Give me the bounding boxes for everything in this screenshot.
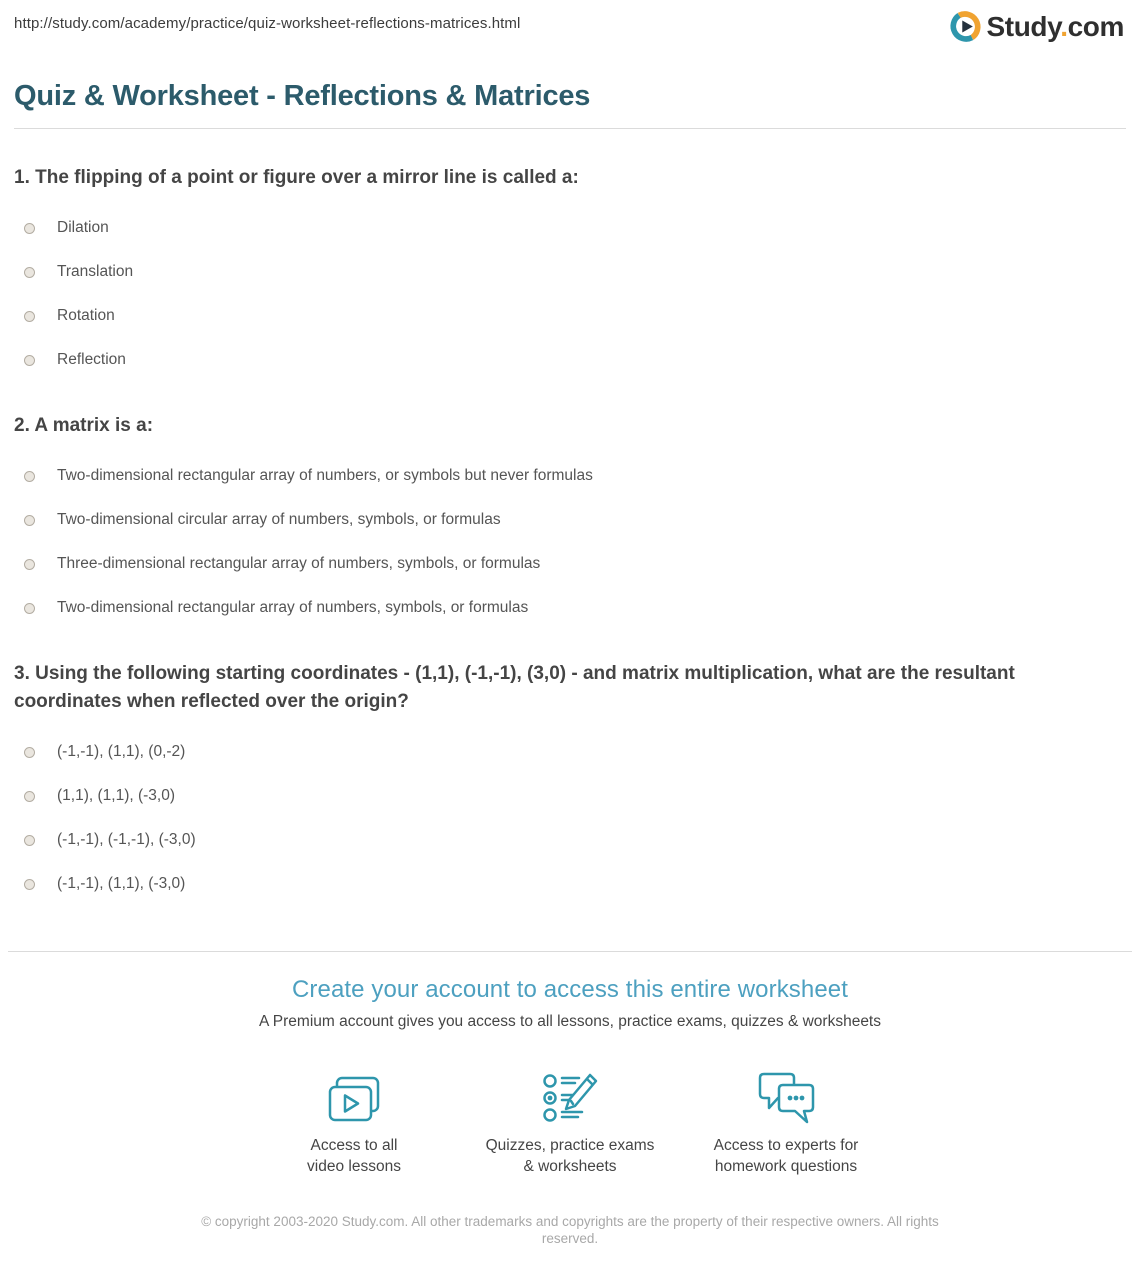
chat-experts-icon [686,1068,886,1124]
page-header [0,0,1140,43]
option-label[interactable]: (-1,-1), (-1,-1), (-3,0) [57,831,196,848]
features-row [0,1068,1140,1177]
logo-wordmark: Study.com [986,10,1124,42]
option-label[interactable]: Translation [57,263,134,280]
play-circle-icon [949,10,982,43]
create-account-link[interactable]: Create your account to access this entire worksheet [291,976,849,1003]
answer-option[interactable] [14,306,1126,326]
radio-button[interactable] [24,515,35,526]
question-text: 3. Using the following starting coordinates - (1,1), (-1,-1), (3,0) - and matrix multiplication, what are the resultant coordinates when reflected over the origin? [14,663,1015,712]
option-label[interactable]: (1,1), (1,1), (-3,0) [57,787,175,804]
answer-option[interactable] [14,218,1126,238]
answer-option[interactable] [14,466,1126,486]
title-divider [14,128,1126,129]
video-lessons-icon [254,1068,454,1124]
option-label[interactable]: Two-dimensional rectangular array of numbers, or symbols but never formulas [57,467,593,484]
radio-button[interactable] [24,879,35,890]
radio-button[interactable] [24,747,35,758]
feature-expert-help [686,1068,886,1177]
question-1 [14,164,1126,370]
quizzes-worksheets-icon [470,1068,670,1124]
question-text: 2. A matrix is a: [14,415,154,436]
answer-option[interactable] [14,598,1126,618]
page-url: http://study.com/academy/practice/quiz-worksheet-reflections-matrices.html [14,15,521,32]
radio-button[interactable] [24,267,35,278]
answer-option[interactable] [14,262,1126,282]
quiz-body [0,164,1140,894]
question-2 [14,412,1126,618]
radio-button[interactable] [24,355,35,366]
answer-option[interactable] [14,742,1126,762]
option-label[interactable]: (-1,-1), (1,1), (-3,0) [57,875,186,892]
answer-option[interactable] [14,554,1126,574]
studycom-logo[interactable] [949,10,1124,43]
feature-quizzes-worksheets [470,1068,670,1177]
answer-option[interactable] [14,786,1126,806]
feature-video-lessons [254,1068,454,1177]
question-options [14,742,1126,894]
radio-button[interactable] [24,223,35,234]
answer-option[interactable] [14,874,1126,894]
radio-button[interactable] [24,311,35,322]
question-text: 1. The flipping of a point or figure over a mirror line is called a: [14,167,579,188]
cta-section [0,952,1140,1031]
question-options [14,218,1126,370]
option-label[interactable]: Two-dimensional rectangular array of numbers, symbols, or formulas [57,599,529,616]
feature-label: Access to experts for homework questions [713,1137,859,1175]
radio-button[interactable] [24,559,35,570]
radio-button[interactable] [24,791,35,802]
option-label[interactable]: Three-dimensional rectangular array of numbers, symbols, or formulas [57,555,541,572]
feature-label: Quizzes, practice exams & worksheets [485,1137,655,1175]
question-3 [14,660,1126,894]
answer-option[interactable] [14,510,1126,530]
answer-option[interactable] [14,830,1126,850]
radio-button[interactable] [24,603,35,614]
page-title: Quiz & Worksheet - Reflections & Matrices [14,80,591,112]
option-label[interactable]: Dilation [57,219,109,236]
option-label[interactable]: Two-dimensional circular array of numbers, symbols, or formulas [57,511,501,528]
answer-option[interactable] [14,350,1126,370]
question-options [14,466,1126,618]
option-label[interactable]: Rotation [57,307,115,324]
copyright-notice: © copyright 2003-2020 Study.com. All other trademarks and copyrights are the property of their respective owners. All rights reserved. [201,1214,939,1246]
premium-description: A Premium account gives you access to all lessons, practice exams, quizzes & worksheets [259,1013,881,1030]
radio-button[interactable] [24,471,35,482]
option-label[interactable]: Reflection [57,351,126,368]
option-label[interactable]: (-1,-1), (1,1), (0,-2) [57,743,186,760]
radio-button[interactable] [24,835,35,846]
feature-label: Access to all video lessons [307,1137,401,1175]
